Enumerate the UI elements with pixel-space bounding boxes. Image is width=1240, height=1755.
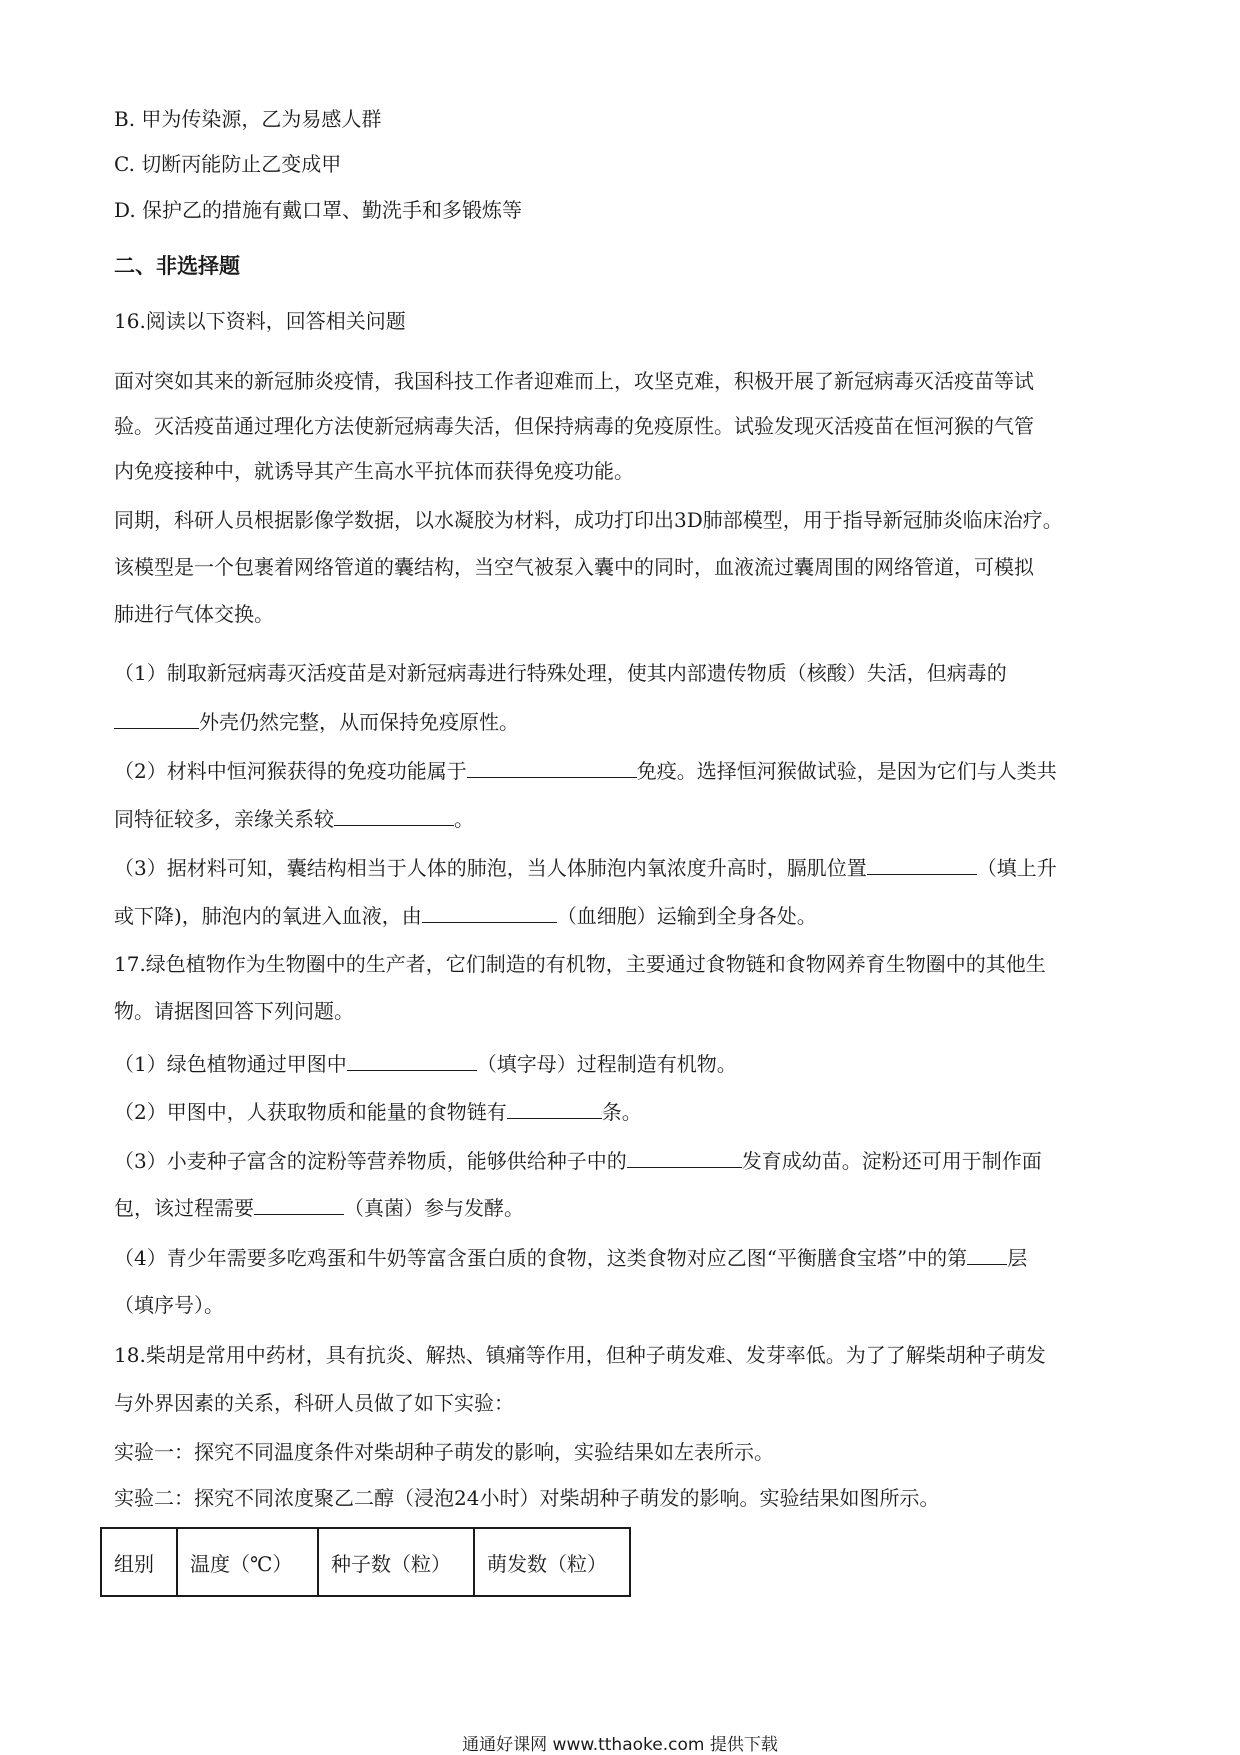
option-b: B. 甲为传染源，乙为易感人群 <box>114 107 382 131</box>
table-header-row <box>101 1528 630 1596</box>
q16-sub2-line1: （2）材料中恒河猴获得的免疫功能属于 免疫。选择恒河猴做试验，是因为它们与人类共 <box>114 755 1057 785</box>
q17-sub2: （2）甲图中，人获取物质和能量的食物链有 条。 <box>114 1096 642 1126</box>
answer-blank[interactable] <box>347 1048 477 1071</box>
q16-paragraph2-line1: 同期，科研人员根据影像学数据，以水凝胶为材料，成功打印出3D肺部模型，用于指导新冠肺炎临床治疗。 <box>114 508 1063 532</box>
answer-blank[interactable] <box>254 1192 344 1215</box>
answer-blank[interactable] <box>507 1096 602 1119</box>
q18-stem-line1: 18.柴胡是常用中药材，具有抗炎、解热、镇痛等作用，但种子萌发难、发芽率低。为了了解柴胡种子萌发 <box>114 1343 1046 1367</box>
q16-sub3-line1: （3）据材料可知，囊结构相当于人体的肺泡，当人体肺泡内氧浓度升高时，膈肌位置 （填上升 <box>114 852 1057 882</box>
q16-stem: 16.阅读以下资料，回答相关问题 <box>114 309 406 333</box>
answer-blank[interactable] <box>627 1145 742 1168</box>
q17-sub3-line1: （3）小麦种子富含的淀粉等营养物质，能够供给种子中的 发育成幼苗。淀粉还可用于制作面 <box>114 1145 1042 1175</box>
q17-stem-line2: 物。请据图回答下列问题。 <box>114 999 354 1023</box>
q18-stem-line2: 与外界因素的关系，科研人员做了如下实验： <box>114 1391 514 1415</box>
option-d: D. 保护乙的措施有戴口罩、勤洗手和多锻炼等 <box>114 198 523 222</box>
section-heading: 二、非选择题 <box>114 254 240 278</box>
q17-sub4-line1: （4）青少年需要多吃鸡蛋和牛奶等富含蛋白质的食物，这类食物对应乙图“平衡膳食宝塔”中的第 层 <box>114 1242 1027 1272</box>
q16-paragraph1-line3: 内免疫接种中，就诱导其产生高水平抗体而获得免疫功能。 <box>114 459 634 483</box>
table-header-cell: 种子数（粒） <box>318 1528 474 1596</box>
q16-paragraph1-line2: 验。灭活疫苗通过理化方法使新冠病毒失活，但保持病毒的免疫原性。试验发现灭活疫苗在恒河猴的气管 <box>114 414 1034 438</box>
answer-blank[interactable] <box>114 706 199 729</box>
q16-sub2-line2: 同特征较多，亲缘关系较 。 <box>114 803 474 833</box>
footer-credit: 通通好课网 www.tthaoke.com 提供下载 <box>462 1735 778 1755</box>
option-c: C. 切断丙能防止乙变成甲 <box>114 152 342 176</box>
q17-sub4-line2: （填序号）。 <box>114 1293 224 1317</box>
experiment-table <box>100 1527 631 1597</box>
table-header-cell: 萌发数（粒） <box>474 1528 630 1596</box>
answer-blank[interactable] <box>467 755 637 778</box>
table-header-cell: 组别 <box>101 1528 177 1596</box>
answer-blank[interactable] <box>422 900 557 923</box>
answer-blank[interactable] <box>867 852 977 875</box>
q16-sub1-line2: 外壳仍然完整，从而保持免疫原性。 <box>114 706 519 736</box>
q16-paragraph2-line3: 肺进行气体交换。 <box>114 602 274 626</box>
q16-paragraph2-line2: 该模型是一个包裹着网络管道的囊结构，当空气被泵入囊中的同时，血液流过囊周围的网络管道，可模拟 <box>114 555 1034 579</box>
q16-sub3-line2: 或下降)，肺泡内的氧进入血液，由 （血细胞）运输到全身各处。 <box>114 900 817 930</box>
q18-experiment2: 实验二：探究不同浓度聚乙二醇（浸泡24小时）对柴胡种子萌发的影响。实验结果如图所示。 <box>114 1486 940 1510</box>
q16-paragraph1-line1: 面对突如其来的新冠肺炎疫情，我国科技工作者迎难而上，攻坚克难，积极开展了新冠病毒灭活疫苗等试 <box>114 369 1034 393</box>
q17-sub3-line2: 包，该过程需要 （真菌）参与发酵。 <box>114 1192 524 1222</box>
q18-experiment1: 实验一：探究不同温度条件对柴胡种子萌发的影响，实验结果如左表所示。 <box>114 1440 774 1464</box>
q17-stem-line1: 17.绿色植物作为生物圈中的生产者，它们制造的有机物，主要通过食物链和食物网养育生物圈中的其他生 <box>114 952 1046 976</box>
q16-sub1-line1: （1）制取新冠病毒灭活疫苗是对新冠病毒进行特殊处理，使其内部遗传物质（核酸）失活，但病毒的 <box>114 661 1007 685</box>
answer-blank[interactable] <box>967 1242 1007 1265</box>
table-header-cell: 温度（℃） <box>177 1528 318 1596</box>
q17-sub1: （1）绿色植物通过甲图中 （填字母）过程制造有机物。 <box>114 1048 737 1078</box>
answer-blank[interactable] <box>334 803 454 826</box>
